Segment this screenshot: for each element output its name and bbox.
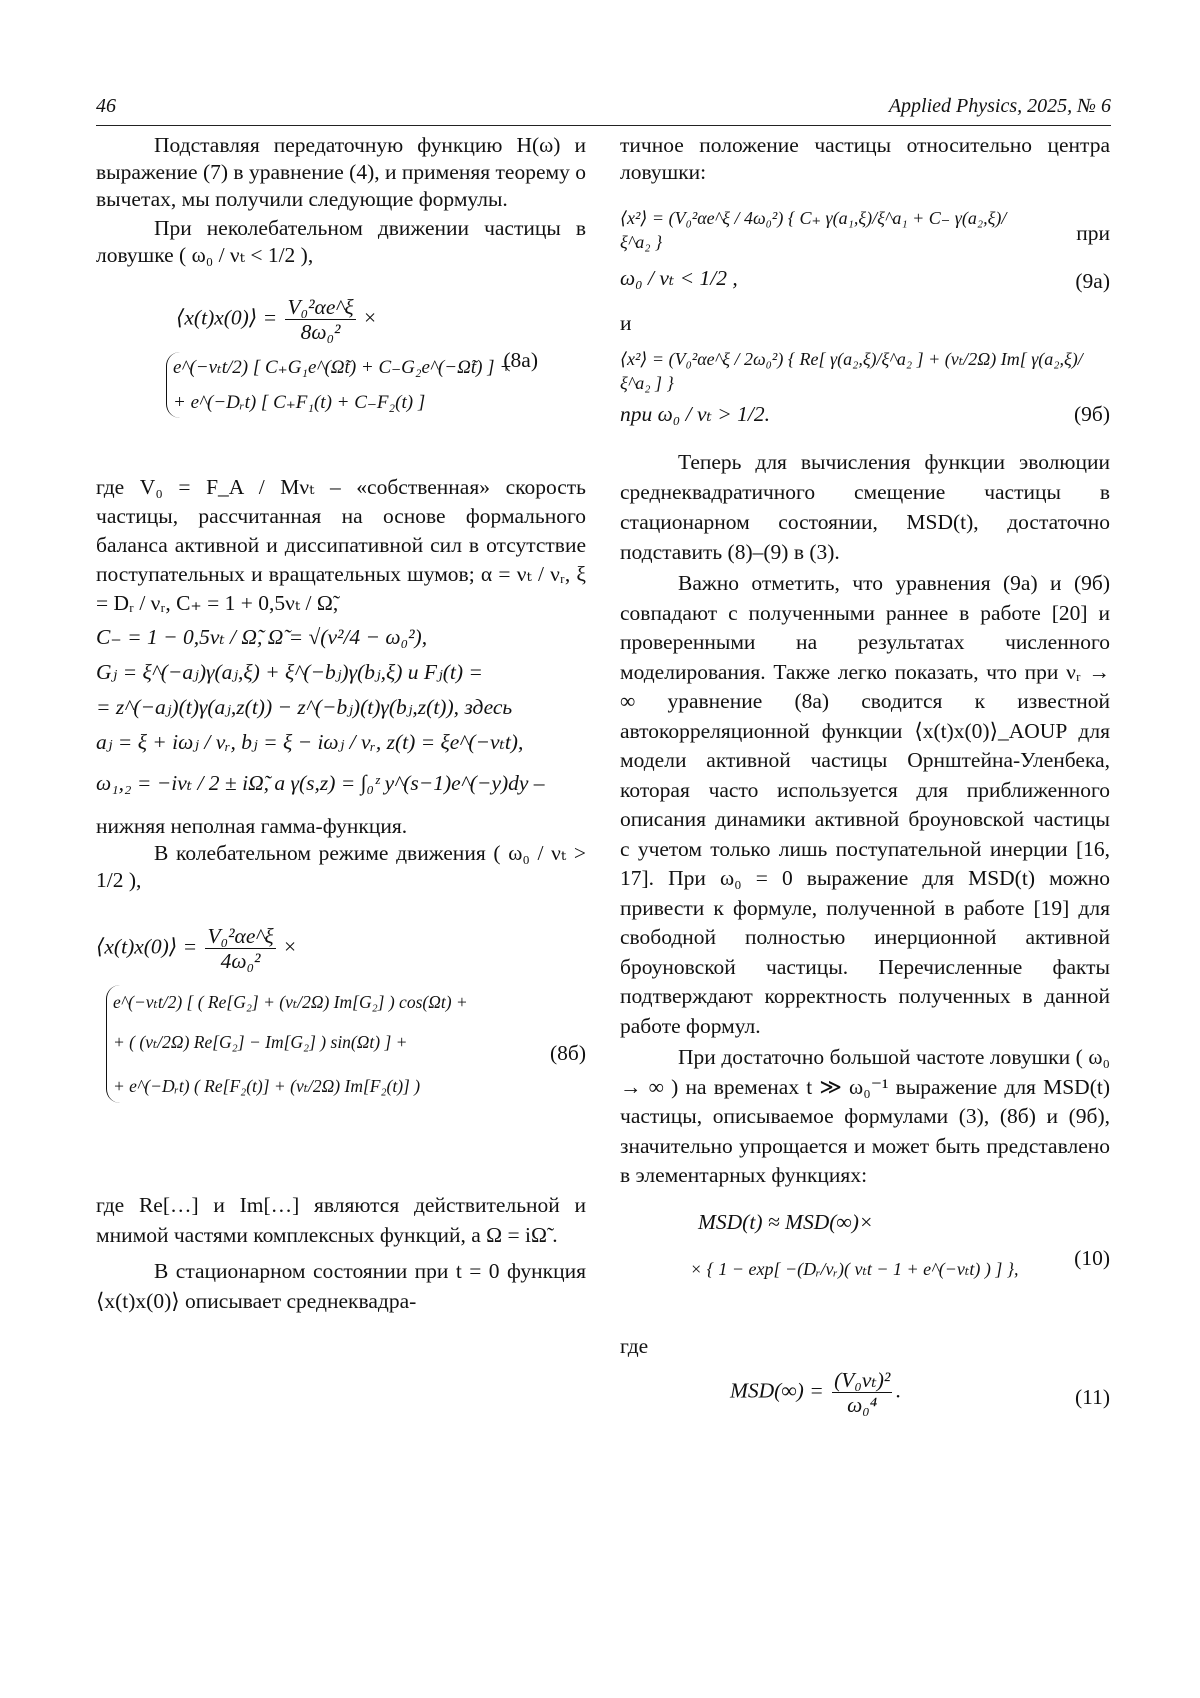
brace-group: e^(−νₜt/2) [ C₊G₁e^(Ω̃t) + C₋G₂e^(−Ω̃t) ] + + e^(−Dᵣt) [ C₊F₁(t) + C₋F₂(t) ]	[166, 352, 518, 418]
equation-text: aⱼ = ξ + iωⱼ / νᵣ, bⱼ = ξ − iωⱼ / νᵣ, z(t) = ξe^(−νₜt),	[96, 730, 524, 754]
equation-11	[620, 1368, 1110, 1438]
equation-label: (10)	[1074, 1245, 1110, 1270]
equation-line: MSD(∞) = $\frac{\text{(V₀νₜ)²}}{\text{ω₀⁴}}$ .	[730, 1367, 901, 1417]
paragraph: В колебательном режиме движения ( ω₀ / νₜ > 1/2 ),	[96, 841, 586, 892]
page-number: 46	[96, 95, 116, 117]
equation-9b: ⟨x²⟩ = (V₀²αe^ξ / 2ω₀²) { Re[ γ(a₂,ξ)/ξ^a₂ ] + (νₜ/2Ω) Im[ γ(a₂,ξ)/ξ^a₂ ] } при ω₀ / νₜ > 1/2. (9б)	[620, 349, 1110, 426]
equation-label: (8а)	[503, 348, 538, 372]
paragraph: где Re[…] и Im[…] являются действительной и мнимой частями комплексных функций, а Ω = iΩ̃ .	[96, 1193, 586, 1247]
equation-text: ω₁,₂ = −iνₜ / 2 ± iΩ̃, а γ(s,z) = ∫₀ᶻ y^(s−1)e^(−y)dy –	[96, 771, 545, 795]
equation-text: Gⱼ = ξ^(−aⱼ)γ(aⱼ,ξ) + ξ^(−bⱼ)γ(bⱼ,ξ) и Fⱼ(t) =	[96, 660, 483, 684]
equation-line: ⟨x(t)x(0)⟩ = $\frac{\text{V₀²αe\textasciicircum{}ξ}}{\text{8ω₀²}}$ ×	[176, 295, 377, 344]
equation-label: (9б)	[1073, 402, 1110, 426]
equation-text: C₋ = 1 − 0,5νₜ / Ω̃, Ω̃ = √(ν²/4 − ω₀²),	[96, 625, 428, 649]
paragraph: Важно отметить, что уравнения (9а) и (9б) совпадают с полученными раннее в работе [20] и проверенными на результатах численного моделирования. Также легко показать, что при νᵣ → ∞ уравнение (8а) сводится к известной автокорреляционной функции ⟨x(t)x(0)⟩_AOUP для модели активной частицы Орнштейна-Уленбека, которая часто используется для приближенного описания динамики активной броуновской частицы с учетом только лишь поступательной инерции [16, 17]. При ω₀ = 0 выражение для MSD(t) можно привести к формуле, полученной в работе [19] для свободной полностью инерционной активной броуновской частицы. Перечисленные факты подтверждают корректность полученных в данной работе формул.	[620, 571, 1110, 1038]
paragraph: где	[620, 1333, 649, 1358]
fraction: $\frac{\text{V₀²αe\textasciicircum{}ξ}}{\text{8ω₀²}}$	[287, 295, 354, 344]
right-column	[620, 132, 1110, 1452]
equation-8b	[96, 924, 586, 1164]
equation-10: MSD(t) ≈ MSD(∞)× × { 1 − exp[ −(Dᵣ/νᵣ)( νₜt − 1 + e^(−νₜt) ) ] }, (10)	[690, 1209, 1110, 1279]
fraction: $\frac{\text{(V₀νₜ)²}}{\text{ω₀⁴}}$	[834, 1367, 891, 1417]
equation-label: (9а)	[1075, 269, 1110, 293]
paragraph: нижняя неполная гамма-функция.	[96, 814, 408, 838]
paragraph: и	[620, 311, 632, 335]
fraction: $\frac{\text{V₀²αe\textasciicircum{}ξ}}{\text{4ω₀²}}$	[207, 924, 274, 973]
equation-line: ⟨x(t)x(0)⟩ = $\frac{\text{V₀²αe\textasciicircum{}ξ}}{\text{4ω₀²}}$ ×	[96, 924, 297, 973]
paragraph: При неколебательном движении частицы в ловушке ( ω₀ / νₜ < 1/2 ),	[96, 216, 586, 267]
page-header	[96, 93, 1111, 126]
equation-label: (8б)	[549, 1041, 586, 1065]
paragraph: При достаточно большой частоте ловушки ( ω₀ → ∞ ) на временах t ≫ ω₀⁻¹ выражение для MSD(t) частицы, описываемое формулами (3), (8б) и (9б), значительно упрощается и может быть представлено в элементарных функциях:	[620, 1045, 1110, 1187]
journal-title: Applied Physics, 2025, № 6	[888, 95, 1111, 117]
equation-8a	[173, 295, 586, 445]
equation-text: = z^(−aⱼ)(t)γ(aⱼ,z(t)) − z^(−bⱼ)(t)γ(bⱼ,z(t)), здесь	[96, 695, 513, 719]
paragraph: Теперь для вычисления функции эволюции среднеквадратичного смещение частицы в стационарном состоянии, MSD(t), достаточно подставить (8)–(9) в (3).	[620, 450, 1110, 564]
text: при	[1076, 221, 1110, 245]
paragraph: тичное положение частицы относительно центра ловушки:	[620, 133, 1110, 184]
equation-9a: ⟨x²⟩ = (V₀²αe^ξ / 4ω₀²) { C₊ γ(a₁,ξ)/ξ^a₁ + C₋ γ(a₂,ξ)/ξ^a₂ } при ω₀ / νₜ < 1/2 , (9а)	[620, 208, 1110, 293]
equation-label: (11)	[1074, 1384, 1110, 1409]
paragraph: В стационарном состоянии при t = 0 функция ⟨x(t)x(0)⟩ описывает среднеквадра-	[96, 1259, 586, 1313]
brace-group: e^(−νₜt/2) [ ( Re[G₂] + (νₜ/2Ω) Im[G₂] ) cos(Ωt) + + ( (νₜ/2Ω) Re[G₂] − Im[G₂] ) sin(Ωt) ] + + e^(−Dᵣt) ( Re[F₂(t)] + (νₜ/2Ω) Im[F₂(t)] )	[106, 985, 474, 1103]
paragraph: где V₀ = F_A / Mνₜ – «собственная» скорость частицы, рассчитанная на основе формального баланса активной и диссипативной сил в отсутствие поступательных и вращательных шумов; α = νₜ / νᵣ, ξ = Dᵣ / νᵣ, C₊ = 1 + 0,5νₜ / Ω̃,	[96, 475, 586, 615]
left-column	[96, 132, 586, 1316]
paragraph: Подставляя передаточную функцию H(ω) и выражение (7) в уравнение (4), и применяя теорему о вычетах, мы получили следующие формулы.	[96, 133, 586, 211]
